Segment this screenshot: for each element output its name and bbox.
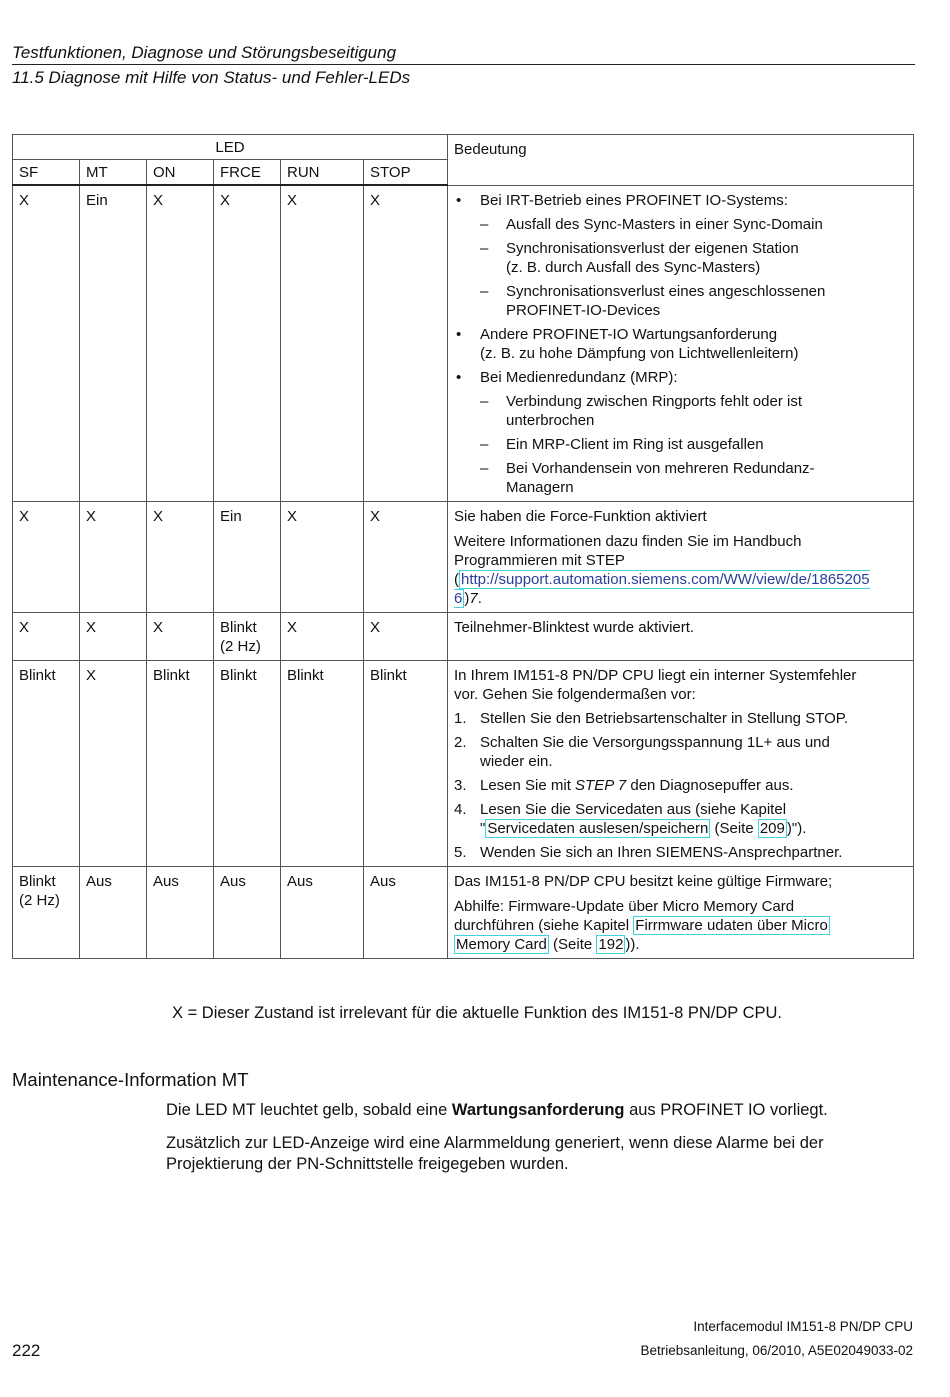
step-text: wieder ein. (480, 752, 553, 770)
firmware-chapter-link[interactable]: Firrmware udaten über Micro (635, 916, 828, 934)
cell-meaning (448, 660, 914, 866)
paragraph (166, 1133, 906, 1175)
meaning-text (454, 532, 907, 608)
list-item (454, 733, 907, 771)
step-text: Stellen Sie den Betriebsartenschalter in Stellung STOP. (480, 709, 848, 727)
list-item (480, 239, 907, 277)
table-row (13, 612, 914, 660)
column-header-mt: MT (80, 160, 147, 186)
list-item (480, 215, 907, 234)
cell-sf-value: Blinkt (19, 872, 56, 890)
table-row (13, 660, 914, 866)
dash-text: (z. B. durch Ausfall des Sync-Masters) (506, 258, 761, 276)
quote-mark: " (480, 819, 486, 837)
cell-frce-value: Blinkt (220, 618, 257, 636)
cell-frce: Ein (214, 501, 281, 612)
column-header-run: RUN (281, 160, 364, 186)
table-row (13, 866, 914, 958)
cell-stop: Blinkt (364, 660, 448, 866)
step-number: 3. (454, 776, 467, 794)
list-item (480, 392, 907, 430)
section-body (166, 1100, 906, 1187)
list-item (454, 776, 907, 795)
footer-product: Interfacemodul IM151-8 PN/DP CPU (693, 1319, 913, 1334)
bullet-text: (z. B. zu hohe Dämpfung von Lichtwellenleitern) (480, 344, 799, 362)
cell-sf: X (13, 501, 80, 612)
step-version: 7 (469, 589, 478, 607)
paren: ( (454, 570, 459, 588)
dash-text: Verbindung zwischen Ringports fehlt oder ist (506, 392, 803, 410)
footer-doc-info: Betriebsanleitung, 06/2010, A5E02049033-02 (640, 1343, 913, 1358)
dash-text: Bei Vorhandensein von mehreren Redundanz- (506, 459, 815, 477)
cell-on: Blinkt (147, 660, 214, 866)
cell-mt: X (80, 660, 147, 866)
paragraph-text: Zusätzlich zur LED-Anzeige wird eine Alarmmeldung generiert, wenn diese Alarme bei der (166, 1134, 824, 1152)
cell-mt: X (80, 501, 147, 612)
dash-text: Ausfall des Sync-Masters in einer Sync-Domain (506, 215, 823, 233)
cell-sf: Blinkt (13, 660, 80, 866)
cell-frce-frequency: (2 Hz) (220, 637, 261, 655)
step-text: den Diagnosepuffer aus. (626, 776, 794, 794)
bullet-text: Andere PROFINET-IO Wartungsanforderung (480, 325, 778, 343)
section-subtitle: 11.5 Diagnose mit Hilfe von Status- und Fehler-LEDs (12, 68, 411, 87)
cell-on: X (147, 501, 214, 612)
meaning-text-line: vor. Gehen Sie folgendermaßen vor: (454, 685, 696, 703)
list-item (480, 435, 907, 454)
column-header-frce: FRCE (214, 160, 281, 186)
meaning-text-line: durchführen (siehe Kapitel (454, 916, 634, 934)
period: . (477, 589, 482, 607)
firmware-chapter-link-cont[interactable]: Memory Card (456, 935, 547, 953)
cell-run: X (281, 501, 364, 612)
cell-sf (13, 866, 80, 958)
list-item (454, 191, 907, 320)
meaning-text-line: )). (625, 935, 640, 953)
step7-name: STEP 7 (575, 776, 627, 794)
table-group-header-meaning (448, 135, 914, 186)
servicedaten-chapter-link[interactable]: Servicedaten auslesen/speichern (487, 819, 709, 837)
table-footnote: X = Dieser Zustand ist irrelevant für die aktuelle Funktion des IM151-8 PN/DP CPU. (172, 1004, 783, 1022)
list-item (454, 800, 907, 838)
cell-on: X (147, 612, 214, 660)
column-header-sf: SF (13, 160, 80, 186)
list-item (454, 325, 907, 363)
cell-frce: X (214, 185, 281, 501)
emphasis-text: Wartungsanforderung (451, 1101, 625, 1119)
paren: ) (464, 589, 470, 607)
step-number: 1. (454, 709, 467, 727)
meaning-text-line: Weitere Informationen dazu finden Sie im Handbuch (454, 532, 802, 550)
cell-frce: Blinkt (214, 660, 281, 866)
list-item (454, 709, 907, 728)
bullet-text: Bei IRT-Betrieb eines PROFINET IO-Systems: (480, 191, 788, 209)
dash-text: Synchronisationsverlust eines angeschlossenen (506, 282, 826, 300)
meaning-text-line: (Seite (548, 935, 597, 953)
step-number: 5. (454, 843, 467, 861)
paragraph-text: Projektierung der PN-Schnittstelle freigegeben wurden. (166, 1155, 569, 1173)
cell-mt: Aus (80, 866, 147, 958)
meaning-text: Teilnehmer-Blinktest wurde aktiviert. (454, 618, 695, 636)
meaning-text: Das IM151-8 PN/DP CPU besitzt keine gültige Firmware; (454, 872, 833, 890)
step-text: Wenden Sie sich an Ihren SIEMENS-Ansprechpartner. (480, 843, 843, 861)
step-text: Lesen Sie mit (480, 776, 576, 794)
dash-text: Managern (506, 478, 574, 496)
cell-frce: Aus (214, 866, 281, 958)
dash-text: Ein MRP-Client im Ring ist ausgefallen (506, 435, 764, 453)
meaning-text: Sie haben die Force-Funktion aktiviert (454, 507, 707, 525)
step-text: (Seite (710, 819, 758, 837)
page-192-link[interactable]: 192 (598, 935, 624, 953)
list-item (480, 282, 907, 320)
table-group-header-led: LED (13, 135, 448, 160)
cell-run: Blinkt (281, 660, 364, 866)
list-item (454, 843, 907, 862)
cell-stop: X (364, 612, 448, 660)
paragraph (166, 1100, 906, 1121)
cell-mt: Ein (80, 185, 147, 501)
cell-on: Aus (147, 866, 214, 958)
cell-frce (214, 612, 281, 660)
meaning-text (454, 666, 907, 704)
column-header-on: ON (147, 160, 214, 186)
cell-sf: X (13, 185, 80, 501)
url-text[interactable]: http://support.automation.siemens.com/WW/view/de/1865205 (461, 570, 870, 588)
chapter-title: Testfunktionen, Diagnose und Störungsbeseitigung (12, 43, 397, 62)
paragraph-text: aus PROFINET IO vorliegt. (624, 1101, 828, 1119)
page-209-link[interactable]: 209 (759, 819, 785, 837)
table-row (13, 185, 914, 501)
section-heading: Maintenance-Information MT (12, 1069, 249, 1090)
step-number: 2. (454, 733, 467, 751)
step-text: )"). (786, 819, 807, 837)
meaning-text-line: In Ihrem IM151-8 PN/DP CPU liegt ein interner Systemfehler (454, 666, 857, 684)
dash-text: Synchronisationsverlust der eigenen Station (506, 239, 799, 257)
dash-text: unterbrochen (506, 411, 595, 429)
cell-meaning (448, 866, 914, 958)
cell-stop: X (364, 185, 448, 501)
dash-text: PROFINET-IO-Devices (506, 301, 661, 319)
support-url-link[interactable] (454, 570, 870, 608)
step-text: Schalten Sie die Versorgungsspannung 1L+ aus und (480, 733, 830, 751)
meaning-text-line: Programmieren mit STEP (454, 551, 625, 569)
cell-on: X (147, 185, 214, 501)
page-number: 222 (12, 1341, 41, 1360)
column-header-stop: STOP (364, 160, 448, 186)
cell-run: Aus (281, 866, 364, 958)
table-row (13, 501, 914, 612)
list-item (480, 459, 907, 497)
url-text[interactable]: 6 (454, 589, 463, 607)
cell-sf-frequency: (2 Hz) (19, 891, 60, 909)
list-item (454, 368, 907, 497)
meaning-text (454, 897, 907, 954)
cell-meaning (448, 501, 914, 612)
header-rule (12, 64, 915, 65)
cell-run: X (281, 185, 364, 501)
cell-sf: X (13, 612, 80, 660)
cell-run: X (281, 612, 364, 660)
led-status-table (12, 134, 914, 959)
cell-meaning (448, 185, 914, 501)
paragraph-text: Die LED MT leuchtet gelb, sobald eine (166, 1101, 452, 1119)
bullet-text: Bei Medienredundanz (MRP): (480, 368, 678, 386)
cell-stop: Aus (364, 866, 448, 958)
cell-meaning (448, 612, 914, 660)
meaning-header-label: Bedeutung (454, 141, 527, 158)
step-number: 4. (454, 800, 467, 818)
meaning-text-line: Abhilfe: Firmware-Update über Micro Memory Card (454, 897, 795, 915)
cell-mt: X (80, 612, 147, 660)
step-text: Lesen Sie die Servicedaten aus (siehe Kapitel (480, 800, 787, 818)
cell-stop: X (364, 501, 448, 612)
